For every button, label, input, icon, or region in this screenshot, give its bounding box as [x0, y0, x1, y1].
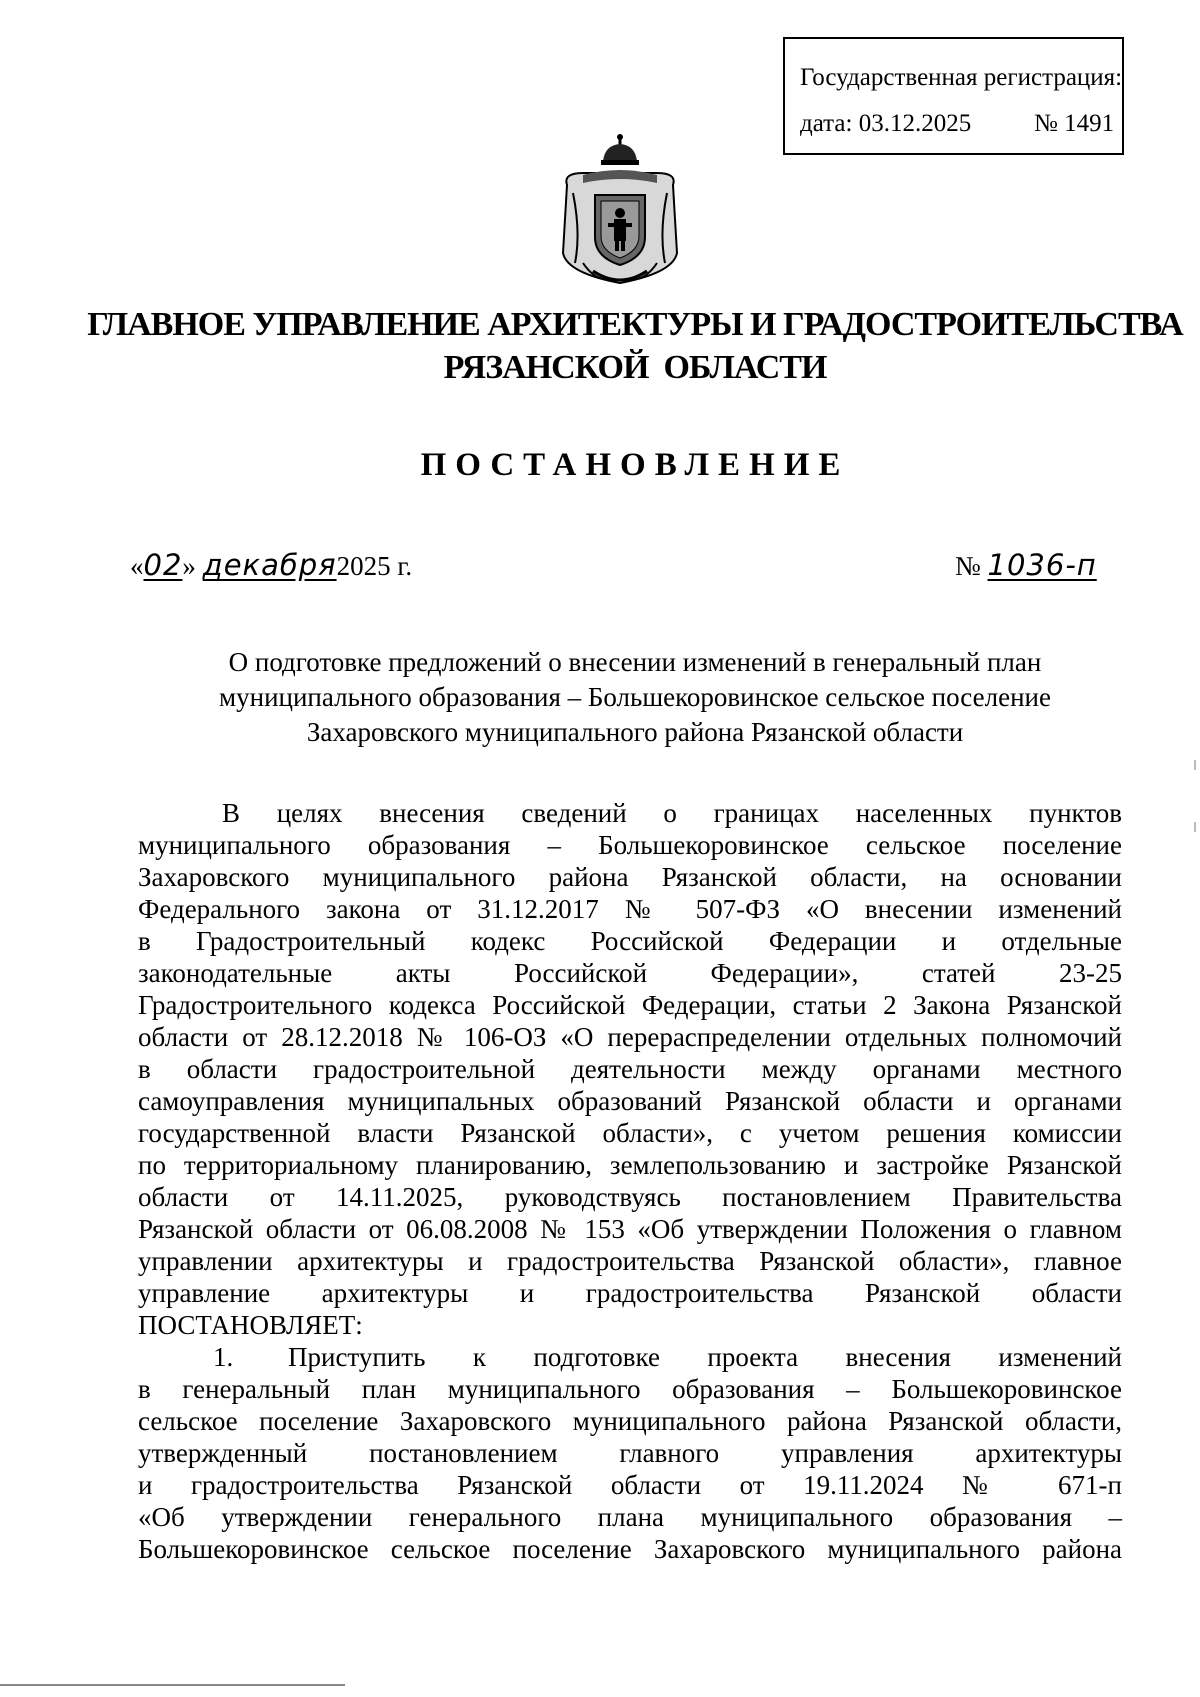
registration-title: Государственная регистрация: — [800, 64, 1123, 91]
registration-date: дата: 03.12.2025 — [800, 110, 972, 137]
item-1-line: в генеральный план муниципального образования – Большекоровинское — [138, 1374, 1122, 1404]
paragraph-line: Федерального закона от 31.12.2017 № 507-ФЗ «О внесении изменений — [138, 894, 1122, 924]
paragraph-line: государственной власти Рязанской области», с учетом решения комиссии — [138, 1118, 1122, 1148]
item-1-line: «Об утверждении генерального плана муниципального образования – — [138, 1502, 1122, 1532]
paragraph-line: В целях внесения сведений о границах населенных пунктов — [222, 798, 1122, 828]
item-1-line: сельское поселение Захаровского муниципального района Рязанской области, — [138, 1406, 1122, 1436]
scan-mark — [1194, 822, 1196, 832]
paragraph-line: управление архитектуры и градостроительства Рязанской области — [138, 1278, 1122, 1308]
document-type: ПОСТАНОВЛЕНИЕ — [420, 447, 850, 483]
paragraph-line: в области градостроительной деятельности между органами местного — [138, 1054, 1122, 1084]
organization-name — [0, 304, 1200, 389]
organization-line-2: РЯЗАНСКОЙ ОБЛАСТИ — [443, 348, 827, 386]
paragraph-line: в Градостроительный кодекс Российской Федерации и отдельные — [138, 926, 1122, 956]
item-1-line: и градостроительства Рязанской области от 19.11.2024 № 671-п — [138, 1470, 1122, 1500]
date-close-quote: » — [182, 551, 196, 581]
item-1-first-text: Приступить к подготовке проекта внесения изменений — [288, 1342, 1122, 1372]
item-1-number: 1. — [213, 1342, 234, 1372]
date-open-quote: « — [130, 551, 144, 581]
document-date — [130, 548, 412, 582]
page-bottom-rule — [0, 1684, 345, 1686]
paragraph-line: области от 14.11.2025, руководствуясь постановлением Правительства — [138, 1182, 1122, 1212]
ryazan-coat-of-arms-icon — [553, 133, 687, 293]
scan-mark — [1194, 760, 1196, 770]
item-1-line: утвержденный постановлением главного управления архитектуры — [138, 1438, 1122, 1468]
decree-word: ПОСТАНОВЛЯЕТ: — [138, 1310, 363, 1340]
registration-number: № 1491 — [1034, 110, 1115, 137]
title-line: муниципального образования – Большекоровинское сельское поселение — [219, 682, 1051, 712]
item-1-first-line — [138, 1341, 1122, 1373]
paragraph-line: по территориальному планированию, землепользованию и застройке Рязанской — [138, 1150, 1122, 1180]
document-body — [138, 797, 1122, 1565]
paragraph-line: Градостроительного кодекса Российской Федерации, статьи 2 Закона Рязанской — [138, 990, 1122, 1020]
date-day: 02 — [143, 548, 183, 582]
number-prefix: № — [955, 551, 981, 581]
paragraph-line: законодательные акты Российской Федерации», статей 23-25 — [138, 958, 1122, 988]
paragraph-line: области от 28.12.2018 № 106-ОЗ «О перераспределении отдельных полномочий — [138, 1022, 1122, 1052]
number-value: 1036-п — [987, 548, 1097, 582]
document-number — [955, 548, 1097, 582]
organization-line-1: ГЛАВНОЕ УПРАВЛЕНИЕ АРХИТЕКТУРЫ И ГРАДОСТРОИТЕЛЬСТВА — [87, 306, 1183, 343]
paragraph-line: Рязанской области от 06.08.2008 № 153 «Об утверждении Положения о главном — [138, 1214, 1122, 1244]
document-title — [0, 645, 1200, 750]
paragraph-line: муниципального образования – Большекоровинское сельское поселение — [138, 830, 1122, 860]
title-line: О подготовке предложений о внесении изменений в генеральный план — [228, 647, 1042, 677]
date-year: 2025 г. — [336, 551, 413, 581]
paragraph-line: Захаровского муниципального района Рязанской области, на основании — [138, 862, 1122, 892]
paragraph-line: управлении архитектуры и градостроительства Рязанской области», главное — [138, 1246, 1122, 1276]
paragraph-line: самоуправления муниципальных образований Рязанской области и органами — [138, 1086, 1122, 1116]
title-line: Захаровского муниципального района Рязанской области — [306, 717, 964, 747]
registration-stamp — [783, 37, 1124, 155]
date-month: декабря — [202, 548, 337, 582]
item-1-line: Большекоровинское сельское поселение Захаровского муниципального района — [138, 1534, 1122, 1564]
